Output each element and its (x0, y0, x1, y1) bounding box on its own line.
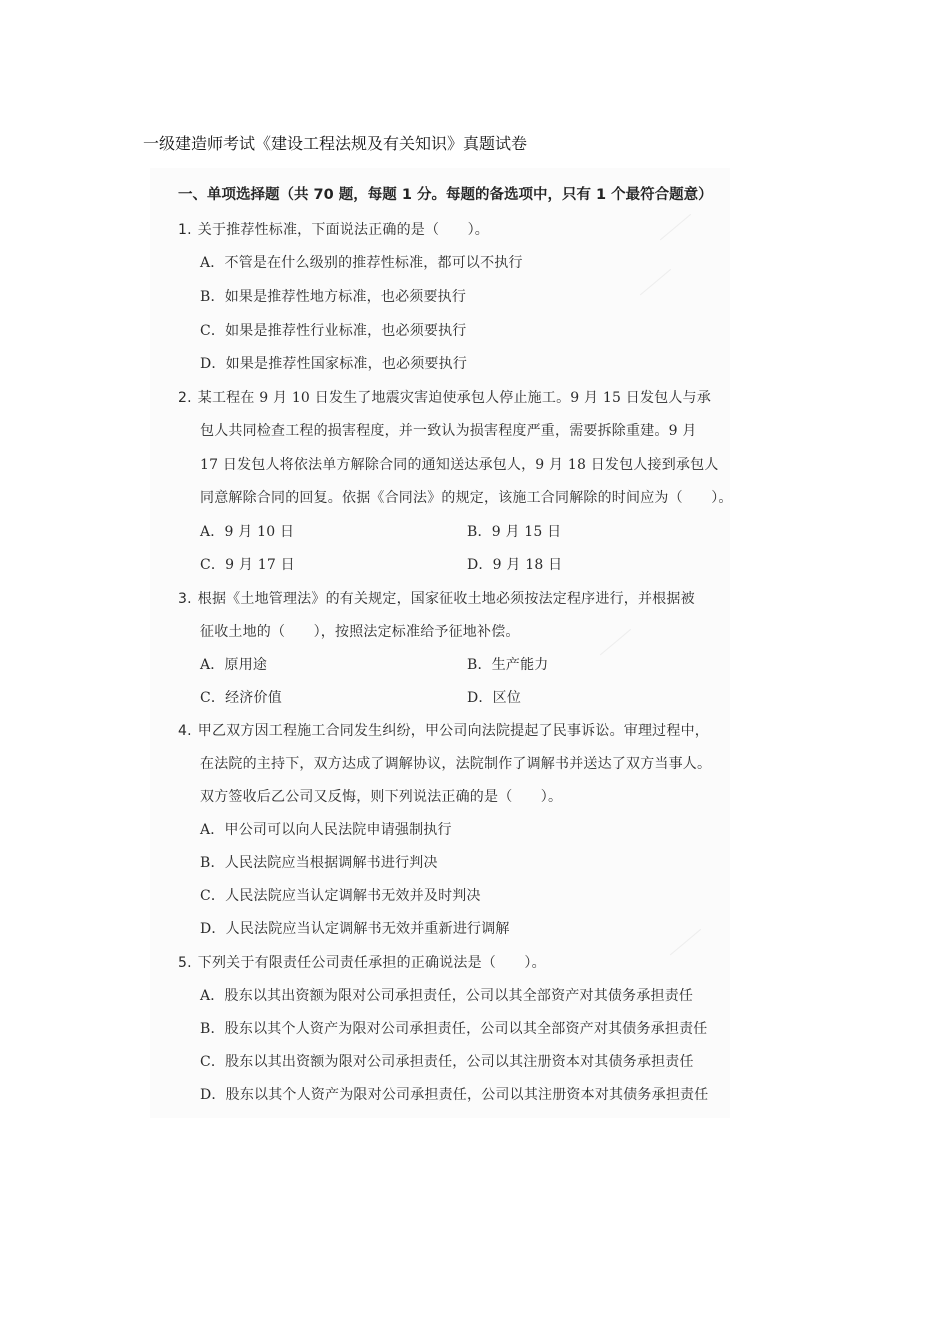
question-4-stem-line: 双方签收后乙公司又反悔，则下列说法正确的是（ ）。 (200, 789, 563, 805)
question-5-option-c: C．股东以其出资额为限对公司承担责任，公司以其注册资本对其债务承担责任 (200, 1054, 694, 1070)
question-2-option-c: C．9 月 17 日 (200, 557, 295, 573)
question-4-option-d: D．人民法院应当认定调解书无效并重新进行调解 (200, 921, 510, 937)
question-3-option-b: B．生产能力 (467, 657, 549, 673)
question-1-option-b: B．如果是推荐性地方标准，也必须要执行 (200, 289, 467, 305)
question-4-option-b: B．人民法院应当根据调解书进行判决 (200, 855, 438, 871)
question-2-option-a: A．9 月 10 日 (200, 524, 295, 540)
question-1-option-d: D．如果是推荐性国家标准，也必须要执行 (200, 356, 468, 372)
scanned-page (150, 168, 730, 1118)
question-number: 2. (178, 390, 192, 406)
question-4-stem-line: 在法院的主持下，双方达成了调解协议，法院制作了调解书并送达了双方当事人。 (200, 756, 712, 772)
question-1-option-a: A．不管是在什么级别的推荐性标准，都可以不执行 (200, 255, 523, 271)
question-4-stem: 4. 甲乙双方因工程施工合同发生纠纷，甲公司向法院提起了民事诉讼。审理过程中， (178, 723, 709, 739)
question-5-stem: 5. 下列关于有限责任公司责任承担的正确说法是（ ）。 (178, 955, 546, 971)
question-number: 4. (178, 723, 192, 739)
page-title: 一级建造师考试《建设工程法规及有关知识》真题试卷 (143, 134, 528, 153)
question-1-option-c: C．如果是推荐性行业标准，也必须要执行 (200, 323, 467, 339)
question-5-option-b: B．股东以其个人资产为限对公司承担责任，公司以其全部资产对其债务承担责任 (200, 1021, 708, 1037)
question-3-option-a: A．原用途 (200, 657, 268, 673)
question-1-stem: 1. 关于推荐性标准，下面说法正确的是（ ）。 (178, 222, 489, 238)
question-number: 5. (178, 955, 192, 971)
question-5-option-a: A．股东以其出资额为限对公司承担责任，公司以其全部资产对其债务承担责任 (200, 988, 694, 1004)
question-number: 1. (178, 222, 192, 238)
question-5-option-d: D．股东以其个人资产为限对公司承担责任，公司以其注册资本对其债务承担责任 (200, 1087, 709, 1103)
question-2-stem-line: 包人共同检查工程的损害程度，并一致认为损害程度严重，需要拆除重建。9 月 (200, 423, 697, 439)
question-3-stem-line: 征收土地的（ ），按照法定标准给予征地补偿。 (200, 624, 520, 640)
question-4-option-a: A．甲公司可以向人民法院申请强制执行 (200, 822, 452, 838)
question-2-stem-line: 17 日发包人将依法单方解除合同的通知送达承包人，9 月 18 日发包人接到承包人 (200, 457, 719, 473)
question-2-option-d: D．9 月 18 日 (467, 557, 563, 573)
question-2-stem: 2. 某工程在 9 月 10 日发生了地震灾害迫使承包人停止施工。9 月 15 日发包人与承 (178, 390, 711, 406)
question-2-stem-line: 同意解除合同的回复。依据《合同法》的规定，该施工合同解除的时间应为（ ）。 (200, 490, 733, 506)
question-3-option-d: D．区位 (467, 690, 522, 706)
question-2-option-b: B．9 月 15 日 (467, 524, 562, 540)
question-4-option-c: C．人民法院应当认定调解书无效并及时判决 (200, 888, 481, 904)
question-3-stem: 3. 根据《土地管理法》的有关规定，国家征收土地必须按法定程序进行，并根据被 (178, 591, 695, 607)
question-number: 3. (178, 591, 192, 607)
section-title: 一、单项选择题（共 70 题，每题 1 分。每题的备选项中，只有 1 个最符合题意） (178, 187, 713, 203)
question-3-option-c: C．经济价值 (200, 690, 282, 706)
